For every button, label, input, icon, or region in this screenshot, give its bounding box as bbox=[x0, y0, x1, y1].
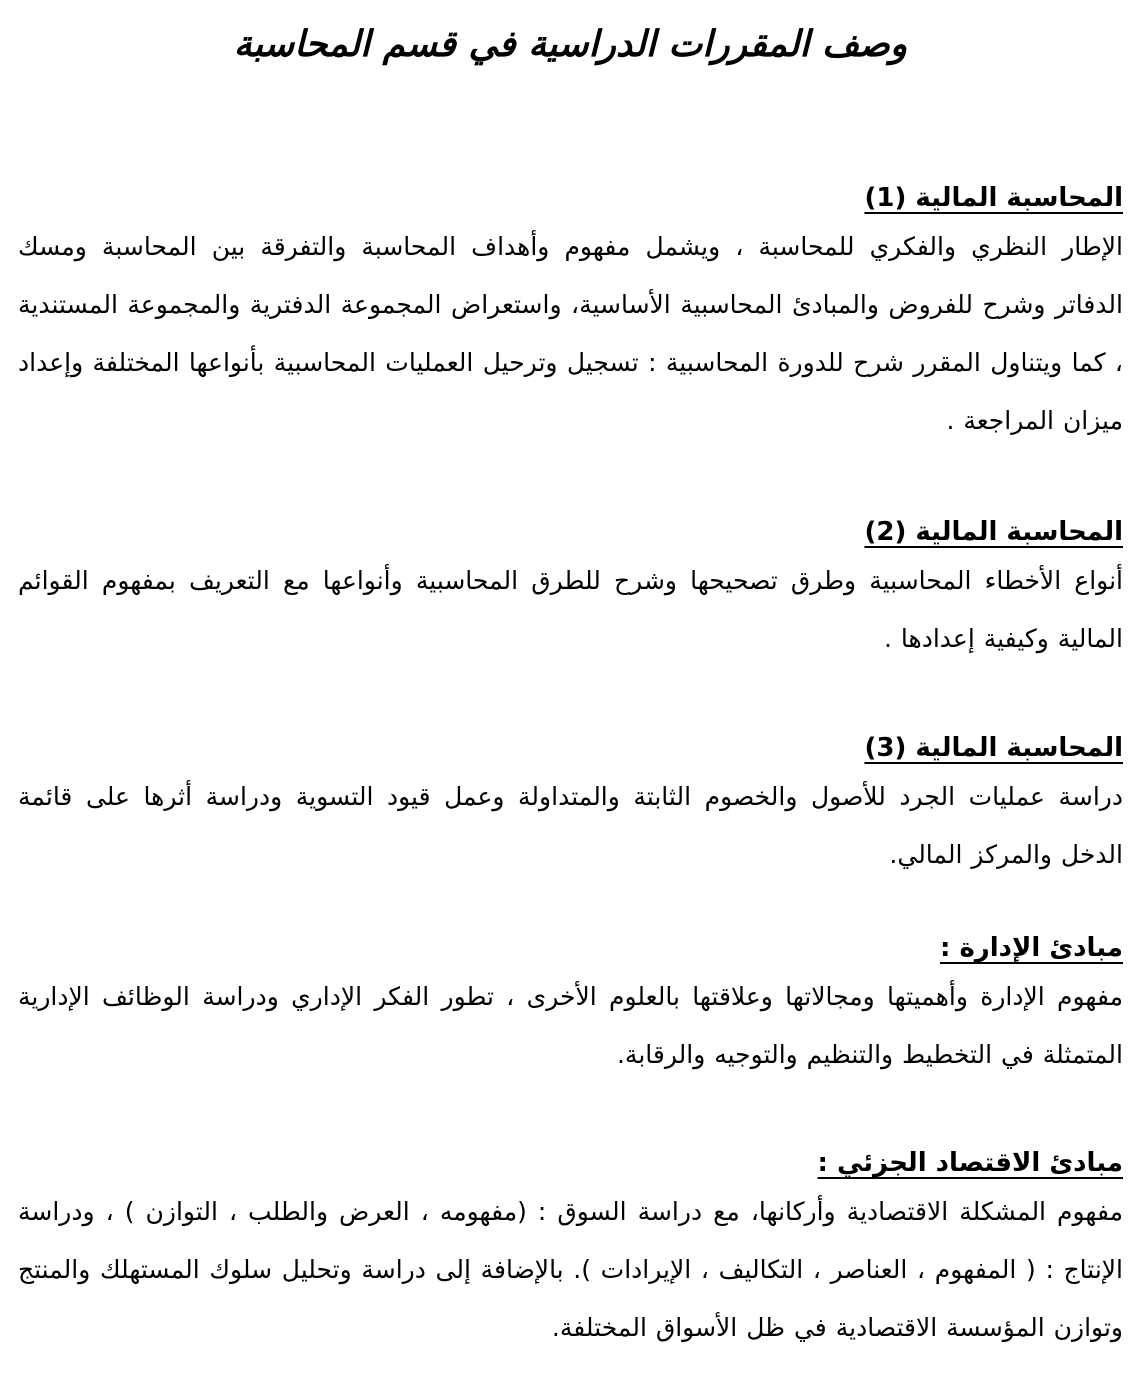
document-page bbox=[18, 0, 1123, 1375]
section-heading-text: المحاسبة المالية (1) bbox=[864, 183, 1123, 213]
section-body: أنواع الأخطاء المحاسبية وطرق تصحيحها وشرح للطرق المحاسبية وأنواعها مع التعريف بمفهوم القوائم المالية وكيفية إعدادها . bbox=[18, 566, 1123, 653]
section-heading bbox=[18, 1143, 1123, 1183]
document-title: وصف المقررات الدراسية في قسم المحاسبة bbox=[233, 23, 908, 65]
section-heading bbox=[18, 728, 1123, 768]
course-section-principles-of-management bbox=[18, 928, 1123, 1084]
section-body: مفهوم الإدارة وأهميتها ومجالاتها وعلاقتها بالعلوم الأخرى ، تطور الفكر الإداري ودراسة الوظائف الإدارية المتمثلة في التخطيط والتنظيم والتوجيه والرقابة. bbox=[18, 982, 1123, 1069]
course-section-microeconomics bbox=[18, 1143, 1123, 1357]
section-heading-text: مبادئ الاقتصاد الجزئي : bbox=[817, 1148, 1123, 1178]
section-body: دراسة عمليات الجرد للأصول والخصوم الثابتة والمتداولة وعمل قيود التسوية ودراسة أثرها على قائمة الدخل والمركز المالي. bbox=[18, 782, 1123, 869]
section-heading bbox=[18, 512, 1123, 552]
section-body: الإطار النظري والفكري للمحاسبة ، ويشمل مفهوم وأهداف المحاسبة والتفرقة بين المحاسبة ومسك الدفاتر وشرح للفروض والمبادئ المحاسبية الأساسية، واستعراض المجموعة الدفترية والمجموعة المستندية ، كما ويتناول المقرر شرح للدورة المحاسبية : تسجيل وترحيل العمليات المحاسبية بأنواعها المختلفة وإعداد ميزان المراجعة . bbox=[18, 232, 1123, 435]
course-section-financial-accounting-1 bbox=[18, 178, 1123, 450]
section-body: مفهوم المشكلة الاقتصادية وأركانها، مع دراسة السوق : (مفهومه ، العرض والطلب ، التوازن ) ، ودراسة الإنتاج : ( المفهوم ، العناصر ، التكاليف ، الإيرادات ). بالإضافة إلى دراسة وتحليل سلوك المستهلك والمنتج وتوازن المؤسسة الاقتصادية في ظل الأسواق المختلفة. bbox=[18, 1197, 1123, 1342]
course-section-financial-accounting-3 bbox=[18, 728, 1123, 884]
section-heading bbox=[18, 178, 1123, 218]
course-section-financial-accounting-2 bbox=[18, 512, 1123, 668]
section-heading-text: المحاسبة المالية (3) bbox=[864, 733, 1123, 763]
section-heading-text: المحاسبة المالية (2) bbox=[864, 517, 1123, 547]
section-heading-text: مبادئ الإدارة : bbox=[940, 933, 1123, 963]
section-heading bbox=[18, 928, 1123, 968]
